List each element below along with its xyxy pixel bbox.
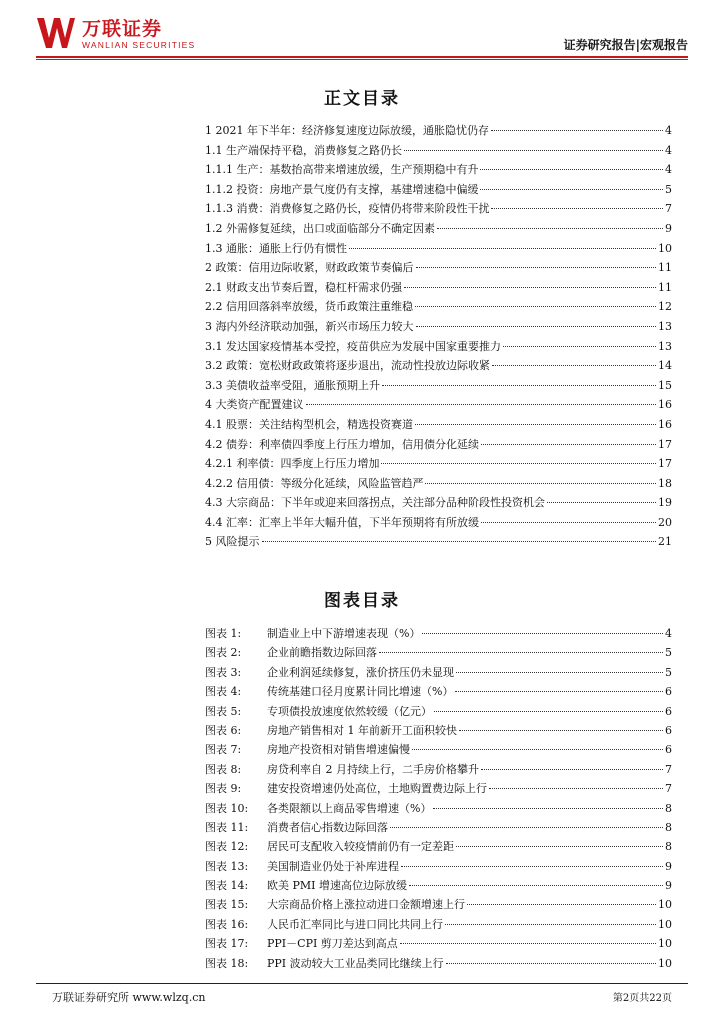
toc-entry[interactable] — [205, 513, 672, 533]
figure-leader-dots — [459, 721, 663, 731]
figure-entry-page: 6 — [665, 743, 672, 757]
toc-entry-page: 12 — [658, 300, 672, 314]
figure-entry-number: 图表 12: — [205, 840, 249, 854]
figure-entry-label: 大宗商品价格上涨拉动进口金额增速上行 — [267, 898, 465, 912]
figure-entry[interactable] — [205, 682, 672, 701]
toc-leader-dots — [262, 532, 657, 542]
figure-entry[interactable] — [205, 934, 672, 953]
figure-entry-number: 图表 2: — [205, 646, 242, 660]
figure-leader-dots — [400, 934, 656, 944]
figure-entry[interactable] — [205, 857, 672, 876]
toc-entry[interactable] — [205, 435, 672, 455]
toc-entry-page: 4 — [665, 163, 672, 177]
figure-list-title: 图表目录 — [324, 591, 400, 611]
toc-entry[interactable] — [205, 160, 672, 180]
toc-leader-dots — [480, 180, 663, 190]
toc-leader-dots — [404, 141, 663, 151]
toc-entry-page: 17 — [658, 437, 672, 451]
figure-entry-number: 图表 5: — [205, 704, 242, 718]
header-divider-thin — [36, 59, 688, 60]
logo-english-name: WANLIAN SECURITIES — [82, 40, 196, 50]
figure-leader-dots — [455, 682, 663, 692]
figure-entry[interactable] — [205, 895, 672, 914]
figure-entry[interactable] — [205, 624, 672, 643]
toc-entry[interactable] — [205, 454, 672, 474]
figure-entry-page: 10 — [658, 937, 672, 951]
figure-leader-dots — [481, 760, 663, 770]
toc-entry[interactable] — [205, 395, 672, 415]
figure-entry-label: 企业前瞻指数边际回落 — [267, 646, 377, 660]
toc-entry[interactable] — [205, 239, 672, 259]
toc-entry-label: 1.1.1 生产：基数抬高带来增速放缓，生产预期稳中有升 — [205, 163, 479, 177]
figure-entry-number: 图表 17: — [205, 937, 249, 951]
figure-entry-page: 8 — [665, 820, 672, 834]
toc-entry[interactable] — [205, 278, 672, 298]
toc-leader-dots — [480, 160, 663, 170]
logo-chinese-name: 万联证券 — [82, 18, 163, 40]
figure-leader-dots — [412, 740, 663, 750]
figure-leader-dots — [456, 663, 663, 673]
toc-leader-dots — [306, 395, 657, 405]
toc-leader-dots — [491, 199, 663, 209]
toc-entry-label: 4.3 大宗商品：下半年或迎来回落拐点，关注部分品种阶段性投资机会 — [205, 496, 545, 510]
toc-leader-dots — [481, 435, 656, 445]
toc-entry-page: 4 — [665, 143, 672, 157]
header-divider — [36, 56, 688, 58]
toc-entry-page: 11 — [658, 261, 672, 275]
toc-entry-label: 1.2 外需修复延续，出口或面临部分不确定因素 — [205, 221, 435, 235]
toc-entry-label: 2.1 财政支出节奏后置，稳杠杆需求仍强 — [205, 280, 402, 294]
toc-entry-label: 3 海内外经济联动加强，新兴市场压力较大 — [205, 319, 414, 333]
toc-leader-dots — [491, 121, 663, 131]
figure-entry-page: 7 — [665, 762, 672, 776]
figure-entry[interactable] — [205, 915, 672, 934]
toc-entry-page: 17 — [658, 457, 672, 471]
toc-leader-dots — [415, 297, 656, 307]
toc-entry-label: 4.2 债券：利率债四季度上行压力增加，信用债分化延续 — [205, 437, 479, 451]
figure-entry-page: 6 — [665, 685, 672, 699]
report-type-label: 证券研究报告|宏观报告 — [563, 38, 688, 52]
figure-entry-label: 人民币汇率同比与进口同比共同上行 — [267, 917, 443, 931]
toc-entry-page: 16 — [658, 417, 672, 431]
figure-entry-page: 5 — [665, 646, 672, 660]
figure-entry[interactable] — [205, 702, 672, 721]
toc-leader-dots — [481, 513, 656, 523]
figure-entry-page: 10 — [658, 917, 672, 931]
toc-entry[interactable] — [205, 219, 672, 239]
figure-entry[interactable] — [205, 740, 672, 759]
figure-entry-number: 图表 8: — [205, 762, 242, 776]
figure-entry[interactable] — [205, 663, 672, 682]
toc-entry[interactable] — [205, 297, 672, 317]
figure-leader-dots — [401, 857, 663, 867]
figure-leader-dots — [433, 799, 663, 809]
figure-entry-label: 传统基建口径月度累计同比增速（%） — [267, 685, 454, 699]
figure-entry-label: 房地产销售相对 1 年前新开工面积较快 — [267, 723, 457, 737]
toc-entry-page: 20 — [658, 515, 672, 529]
figure-entry-number: 图表 3: — [205, 665, 242, 679]
figure-entry-page: 10 — [658, 956, 672, 970]
toc-entry-label: 4.1 股票：关注结构型机会，精选投资赛道 — [205, 417, 413, 431]
toc-entry-page: 13 — [658, 339, 672, 353]
toc-entry-label: 2.2 信用回落斜率放缓，货币政策注重维稳 — [205, 300, 413, 314]
toc-entry[interactable] — [205, 356, 672, 376]
figure-leader-dots — [379, 643, 663, 653]
toc-entry-page: 14 — [658, 359, 672, 373]
toc-title: 正文目录 — [324, 89, 400, 109]
figure-entry-page: 6 — [665, 704, 672, 718]
toc-leader-dots — [416, 317, 657, 327]
figure-entry[interactable] — [205, 760, 672, 779]
figure-leader-dots — [422, 624, 663, 634]
toc-entry-label: 4 大类资产配置建议 — [205, 398, 304, 412]
figure-entry-page: 9 — [665, 879, 672, 893]
wanlian-logo-icon — [36, 16, 76, 50]
footer-source: 万联证券研究所 www.wlzq.cn — [52, 991, 206, 1004]
toc-leader-dots — [349, 239, 656, 249]
toc-leader-dots — [415, 415, 656, 425]
figure-entry-label: PPI－CPI 剪刀差达到高点 — [267, 937, 398, 951]
figure-list — [205, 624, 672, 973]
figure-entry[interactable] — [205, 779, 672, 798]
toc-leader-dots — [437, 219, 663, 229]
company-logo — [36, 14, 236, 54]
toc-entry-label: 3.1 发达国家疫情基本受控，疫苗供应为发展中国家重要推力 — [205, 339, 501, 353]
footer-divider — [36, 983, 688, 984]
figure-entry-label: 企业利润延续修复，涨价挤压仍未显现 — [267, 665, 454, 679]
toc-entry-page: 19 — [658, 496, 672, 510]
figure-entry-label: PPI 波动较大工业品类同比继续上行 — [267, 956, 444, 970]
figure-entry[interactable] — [205, 954, 672, 973]
toc-leader-dots — [416, 258, 657, 268]
figure-leader-dots — [489, 779, 663, 789]
toc-entry-label: 1.3 通胀：通胀上行仍有惯性 — [205, 241, 347, 255]
toc-entry-page: 18 — [658, 476, 672, 490]
toc-entry-label: 4.2.1 利率债：四季度上行压力增加 — [205, 457, 380, 471]
figure-entry[interactable] — [205, 818, 672, 837]
figure-entry-label: 建安投资增速仍处高位，土地购置费边际上行 — [267, 782, 487, 796]
figure-entry[interactable] — [205, 876, 672, 895]
figure-leader-dots — [446, 954, 656, 964]
toc-entry[interactable] — [205, 337, 672, 357]
toc-leader-dots — [503, 337, 656, 347]
figure-leader-dots — [409, 876, 663, 886]
toc-entry[interactable] — [205, 474, 672, 494]
toc-entry-page: 10 — [658, 241, 672, 255]
toc-entry-page: 4 — [665, 124, 672, 137]
figure-entry-label: 消费者信心指数边际回落 — [267, 820, 388, 834]
figure-leader-dots — [390, 818, 663, 828]
figure-entry-page: 8 — [665, 801, 672, 815]
figure-leader-dots — [467, 895, 656, 905]
toc-entry-page: 7 — [665, 202, 672, 216]
toc-leader-dots — [381, 454, 656, 464]
figure-entry-label: 专项债投放速度依然较缓（亿元） — [267, 704, 432, 718]
toc-entry-page: 15 — [658, 378, 672, 392]
figure-entry-number: 图表 4: — [205, 685, 242, 699]
figure-leader-dots — [445, 915, 656, 925]
toc-entry-label: 4.4 汇率：汇率上半年大幅升值，下半年预期将有所放缓 — [205, 515, 479, 529]
figure-entry[interactable] — [205, 837, 672, 856]
toc-entry[interactable] — [205, 493, 672, 513]
toc-entry-label: 3.2 政策：宽松财政政策将逐步退出，流动性投放边际收紧 — [205, 359, 490, 373]
figure-entry[interactable] — [205, 721, 672, 740]
toc-leader-dots — [547, 493, 656, 503]
toc-entry-page: 9 — [665, 221, 672, 235]
toc-entry[interactable] — [205, 258, 672, 278]
toc-entry[interactable] — [205, 199, 672, 219]
figure-entry-number: 图表 9: — [205, 782, 242, 796]
figure-leader-dots — [456, 837, 663, 847]
figure-entry-label: 各类限额以上商品零售增速（%） — [267, 801, 432, 815]
figure-entry-page: 10 — [658, 898, 672, 912]
figure-entry-page: 5 — [665, 665, 672, 679]
toc-entry[interactable] — [205, 180, 672, 200]
toc-leader-dots — [492, 356, 656, 366]
toc-entry-label: 1 2021 年下半年：经济修复速度边际放缓，通胀隐忧仍存 — [205, 124, 489, 137]
figure-entry-number: 图表 10: — [205, 801, 249, 815]
toc-entry-page: 11 — [658, 280, 672, 294]
toc-entry[interactable] — [205, 121, 672, 141]
figure-entry-number: 图表 11: — [205, 820, 249, 834]
figure-entry-page: 6 — [665, 723, 672, 737]
toc-entry-label: 1.1.3 消费：消费修复之路仍长，疫情仍将带来阶段性干扰 — [205, 202, 490, 216]
figure-entry-number: 图表 18: — [205, 956, 249, 970]
toc-list — [205, 121, 672, 552]
figure-entry[interactable] — [205, 799, 672, 818]
figure-entry-number: 图表 6: — [205, 723, 242, 737]
toc-entry[interactable] — [205, 532, 672, 552]
figure-entry-label: 欧美 PMI 增速高位边际放缓 — [267, 879, 408, 893]
toc-entry[interactable] — [205, 376, 672, 396]
figure-leader-dots — [434, 702, 663, 712]
figure-entry-page: 7 — [665, 782, 672, 796]
figure-entry-number: 图表 1: — [205, 627, 242, 640]
figure-entry-number: 图表 7: — [205, 743, 242, 757]
figure-entry-page: 4 — [665, 627, 672, 640]
toc-entry[interactable] — [205, 141, 672, 161]
page-header — [36, 14, 688, 54]
figure-entry-label: 制造业上中下游增速表现（%） — [267, 627, 421, 640]
toc-entry-label: 5 风险提示 — [205, 535, 260, 549]
toc-leader-dots — [404, 278, 656, 288]
figure-entry-number: 图表 15: — [205, 898, 249, 912]
toc-entry[interactable] — [205, 317, 672, 337]
figure-entry-page: 9 — [665, 859, 672, 873]
toc-entry[interactable] — [205, 415, 672, 435]
figure-entry-number: 图表 13: — [205, 859, 249, 873]
figure-entry-label: 美国制造业仍处于补库进程 — [267, 859, 399, 873]
figure-entry-page: 8 — [665, 840, 672, 854]
toc-entry-page: 16 — [658, 398, 672, 412]
page-number: 第2页共22页 — [612, 993, 672, 1004]
figure-entry[interactable] — [205, 643, 672, 662]
toc-entry-label: 1.1 生产端保持平稳，消费修复之路仍长 — [205, 143, 402, 157]
toc-entry-page: 5 — [665, 182, 672, 196]
toc-leader-dots — [382, 376, 656, 386]
figure-entry-number: 图表 16: — [205, 917, 249, 931]
toc-entry-label: 4.2.2 信用债：等级分化延续，风险监管趋严 — [205, 476, 424, 490]
toc-entry-label: 2 政策：信用边际收紧，财政政策节奏偏后 — [205, 261, 414, 275]
toc-entry-label: 3.3 美债收益率受阻，通胀预期上升 — [205, 378, 380, 392]
toc-entry-page: 13 — [658, 319, 672, 333]
toc-leader-dots — [425, 474, 656, 484]
figure-entry-number: 图表 14: — [205, 879, 249, 893]
figure-entry-label: 房地产投资相对销售增速偏慢 — [267, 743, 410, 757]
figure-entry-label: 房贷利率自 2 月持续上行，二手房价格攀升 — [267, 762, 479, 776]
toc-entry-page: 21 — [658, 535, 672, 549]
toc-entry-label: 1.1.2 投资：房地产景气度仍有支撑，基建增速稳中偏缓 — [205, 182, 479, 196]
figure-entry-label: 居民可支配收入较疫情前仍有一定差距 — [267, 840, 454, 854]
